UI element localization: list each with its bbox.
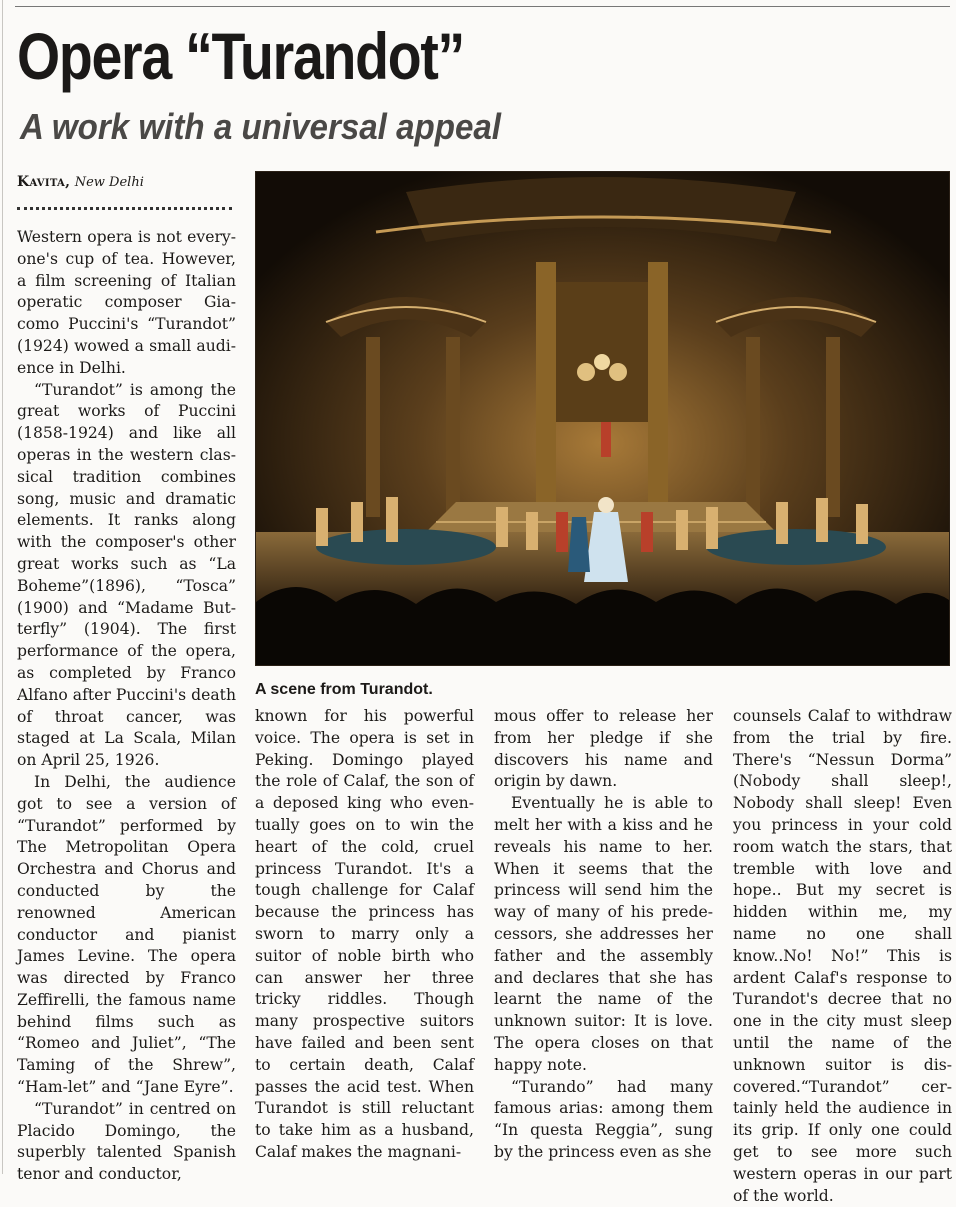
article-column-1 xyxy=(17,227,236,1184)
paragraph: In Delhi, the audience got to see a version of “Turandot” performed by The Metropolitan Opera Orchestra and Chorus and conducted by the renowned American conductor and pianist James Levine. The opera was directed by Franco Zeffirelli, the famous name behind films such as “Romeo and Juliet”, “The Taming of the Shrew”, “Ham-let” and “Jane Eyre”. xyxy=(17,772,236,1097)
opera-stage-photo xyxy=(255,171,950,666)
byline xyxy=(17,172,144,193)
article-column-3 xyxy=(494,706,713,1167)
paragraph: known for his powerful voice. The opera is set in Peking. Domingo played the role of Calaf, the son of a deposed king who even-tually goes on to win the heart of the cold, cruel princess Turandot. It's a tough challenge for Calaf because the princess has sworn to marry only a suitor of noble birth who can answer her three tricky riddles. Though many prospective suitors have failed and been sent to certain death, Calaf passes the acid test. When Turandot is still reluctant to take him as a husband, Calaf makes the magnani- xyxy=(255,707,474,1161)
article-column-2 xyxy=(255,706,474,1167)
byline-author: Kavita, xyxy=(17,174,71,190)
headline: Opera “Turandot” xyxy=(17,19,464,93)
paragraph: Western opera is not every-one's cup of tea. However, a film screening of Italian operatic composer Gia-como Puccini's “Turandot” (1924) wowed a small audi-ence in Delhi. xyxy=(17,228,236,377)
paragraph: Eventually he is able to melt her with a kiss and he reveals his name to her. When it seems that the princess will send him the way of many of his prede-cessors, she addresses her father and the assembly and declares that she has learnt the name of the unknown suitor: It is love. The opera closes on that happy note. xyxy=(494,794,713,1074)
paragraph: “Turando” had many famous arias: among them “In questa Reggia”, sung by the princess even as she xyxy=(494,1077,713,1161)
page-edge-line xyxy=(2,0,3,1174)
byline-dotted-rule xyxy=(17,207,232,210)
paragraph: counsels Calaf to withdraw from the trial by fire. There's “Nessun Dorma” (Nobody shall sleep!, Nobody shall sleep! Even you princess in your cold room watch the stars, that tremble with love and hope.. But my secret is hidden within me, my name no one shall know..No! No!” This is ardent Calaf's response to Turandot's decree that no one in the city must sleep until the name of the unknown suitor is dis-covered.“Turandot” cer-tainly held the audience in its grip. If only one could get to see more such western operas in our part of the world. xyxy=(733,707,952,1205)
article-column-4 xyxy=(733,706,952,1205)
paragraph: “Turandot” is among the great works of Puccini (1858-1924) and like all operas in the western clas-sical tradition combines song, music and dramatic elements. It ranks along with the composer's other great works such as “La Boheme”(1896), “Tosca” (1900) and “Madame But-terfly” (1904). The first performance of the opera, as completed by Franco Alfano after Puccini's death of throat cancer, was staged at La Scala, Milan on April 25, 1926. xyxy=(17,380,236,770)
subheadline: A work with a universal appeal xyxy=(20,106,502,147)
top-rule xyxy=(15,6,950,7)
byline-location: New Delhi xyxy=(74,175,144,190)
paragraph: mous offer to release her from her pledge if she discovers his name and origin by dawn. xyxy=(494,707,713,791)
paragraph: “Turandot” in centred on Placido Domingo, the superbly talented Spanish tenor and conductor, xyxy=(17,1099,236,1184)
photo-caption: A scene from Turandot. xyxy=(255,681,433,698)
